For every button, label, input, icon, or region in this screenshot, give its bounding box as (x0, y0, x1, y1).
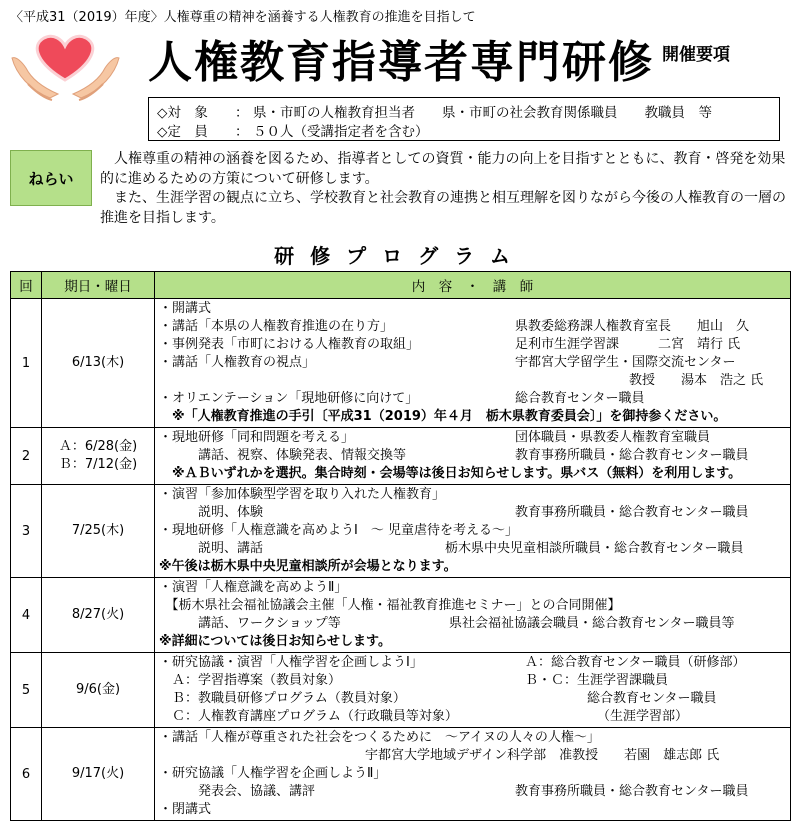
session-date-line: 9/6(金) (75, 682, 121, 697)
session-date (42, 653, 155, 728)
session-date-line: 6/13(木) (71, 355, 125, 370)
capacity-label: ◇定 員 (157, 124, 208, 140)
content-item: ・現地研修「同和問題を考える」 (159, 430, 355, 445)
program-body (11, 299, 791, 821)
content-item: ・研究協議・演習「人権学習を企画しようⅠ」 (159, 655, 423, 670)
aim-paragraph: また、生涯学習の観点に立ち、学校教育と社会教育の連携と相互理解を図りながら今後の人権教育の一層の推進を目指します。 (100, 190, 786, 226)
content-speaker: 県教委総務課人権教育室長 旭山 久 (515, 319, 750, 334)
content-line (159, 300, 786, 318)
content-line (159, 672, 786, 690)
session-date (42, 299, 155, 428)
session-content (155, 578, 791, 653)
content-line (159, 690, 786, 708)
content-item: ・演習「人権意識を高めようⅡ」 (159, 580, 348, 595)
content-line (159, 579, 786, 597)
content-line (159, 486, 786, 504)
content-item: 説明、講話 (159, 541, 264, 556)
content-item: 講話、ワークショップ等 (159, 616, 341, 631)
content-speaker: Ｂ・Ｃ：生涯学習課職員 (525, 673, 669, 688)
content-item (159, 747, 365, 765)
page-title: 人権教育指導者専門研修 (148, 37, 654, 88)
content-line (159, 429, 786, 447)
header-num: 回 (11, 272, 42, 299)
content-line (159, 747, 786, 765)
content-item: ・講話「人権が尊重された社会をつくるために ～アイヌの人々の人権～」 (159, 730, 600, 745)
content-line (159, 522, 786, 540)
content-speaker: 宇都宮大学地域デザイン科学部 准教授 若園 雄志郎 氏 (365, 748, 720, 763)
session-number: 2 (11, 428, 42, 485)
header-date: 期日・曜日 (42, 272, 155, 299)
table-row (11, 299, 791, 428)
session-number: 3 (11, 485, 42, 578)
target-colon: ： (235, 105, 249, 121)
content-item: ※詳細については後日お知らせします。 (159, 634, 391, 649)
content-line (159, 372, 786, 390)
content-item (159, 372, 629, 390)
content-item: ・事例発表「市町における人権教育の取組」 (159, 337, 420, 352)
session-content (155, 428, 791, 485)
content-item: 【栃木県社会福祉協議会主催「人権・福祉教育推進セミナー」との合同開催】 (159, 598, 621, 613)
content-item: ・講話「本県の人権教育推進の在り方」 (159, 319, 394, 334)
content-line (159, 633, 786, 651)
content-speaker: 足利市生涯学習課 二宮 靖行 氏 (515, 337, 741, 352)
content-line (159, 336, 786, 354)
session-date (42, 485, 155, 578)
content-speaker: 教育事務所職員・総合教育センター職員 (515, 505, 749, 520)
table-header-row (11, 272, 791, 299)
subtitle: 〈平成31（2019）年度〉人権尊重の精神を涵養する人権教育の推進を目指して (10, 10, 476, 25)
aim-paragraph: 人権尊重の精神の涵養を図るため、指導者としての資質・能力の向上を目指すとともに、教育・啓発を効果的に進めるための方策について研修します。 (100, 151, 786, 187)
content-item: ・研究協議「人権学習を企画しようⅡ」 (159, 766, 387, 781)
content-speaker: 教授 湯本 浩之 氏 (629, 373, 764, 388)
content-item: Ｃ：人権教育講座プログラム（行政職員等対象） (159, 709, 458, 724)
content-line (159, 765, 786, 783)
content-line (159, 465, 786, 483)
content-item: ・現地研修「人権意識を高めようⅠ ～ 児童虐待を考える～」 (159, 523, 518, 538)
content-item: Ｂ：教職員研修プログラム（教員対象） (159, 691, 406, 706)
content-line (159, 447, 786, 465)
content-speaker: （生涯学習部） (597, 709, 689, 724)
content-line (159, 654, 786, 672)
content-speaker: Ａ：総合教育センター職員（研修部） (525, 655, 746, 670)
session-number: 5 (11, 653, 42, 728)
content-speaker: 県社会福祉協議会職員・総合教育センター職員等 (449, 616, 735, 631)
content-item: ・開講式 (159, 301, 212, 316)
session-date (42, 428, 155, 485)
content-line (159, 390, 786, 408)
session-date-line: Ｂ：7/12(金) (58, 457, 138, 472)
session-date-line: Ａ：6/28(金) (58, 439, 138, 454)
capacity-value: ５０人（受講指定者を含む） (253, 124, 429, 140)
content-item: ※「人権教育推進の手引〔平成31（2019）年４月 栃木県教育委員会〕」を御持参ください。 (159, 409, 727, 424)
target-box (148, 97, 780, 141)
table-row (11, 428, 791, 485)
content-item: 講話、視察、体験発表、情報交換等 (159, 448, 407, 463)
program-table (10, 271, 791, 821)
session-number: 4 (11, 578, 42, 653)
session-date-line: 7/25(木) (71, 523, 125, 538)
content-line (159, 354, 786, 372)
content-item: Ａ：学習指導案（教員対象） (159, 673, 342, 688)
content-line (159, 597, 786, 615)
heart-hands-icon (8, 28, 123, 106)
content-line (159, 318, 786, 336)
session-date (42, 578, 155, 653)
session-content (155, 728, 791, 821)
table-row (11, 653, 791, 728)
content-speaker: 団体職員・県教委人権教育室職員 (515, 430, 711, 445)
table-row (11, 485, 791, 578)
content-line (159, 615, 786, 633)
aim-label: ねらい (10, 150, 92, 206)
session-content (155, 299, 791, 428)
content-line (159, 783, 786, 801)
content-speaker: 宇都宮大学留学生・国際交流センター (515, 355, 736, 370)
content-line (159, 801, 786, 819)
header-content: 内 容 ・ 講 師 (155, 272, 791, 299)
content-line (159, 729, 786, 747)
capacity-colon: ： (235, 124, 249, 140)
session-number: 1 (11, 299, 42, 428)
session-date-line: 8/27(火) (71, 607, 125, 622)
content-speaker: 教育事務所職員・総合教育センター職員 (515, 448, 749, 463)
target-value: 県・市町の人権教育担当者 県・市町の社会教育関係職員 教職員 等 (253, 105, 712, 121)
content-speaker: 総合教育センター職員 (587, 691, 717, 706)
content-line (159, 504, 786, 522)
content-item: ※午後は栃木県中央児童相談所が会場となります。 (159, 559, 457, 574)
content-line (159, 708, 786, 726)
content-line (159, 540, 786, 558)
session-date (42, 728, 155, 821)
aim-text (100, 150, 790, 228)
session-content (155, 485, 791, 578)
content-item: 説明、体験 (159, 505, 264, 520)
content-item: ・講話「人権教育の視点」 (159, 355, 316, 370)
session-content (155, 653, 791, 728)
table-row (11, 578, 791, 653)
target-label: ◇対 象 (157, 105, 208, 121)
document-type: 開催要項 (662, 45, 730, 65)
session-date-line: 9/17(火) (71, 766, 125, 781)
content-line (159, 558, 786, 576)
content-item: ・オリエンテーション「現地研修に向けて」 (159, 391, 419, 406)
table-row (11, 728, 791, 821)
content-item: ※ＡＢいずれかを選択。集合時刻・会場等は後日お知らせします。県バス（無料）を利用します。 (159, 466, 742, 481)
content-speaker: 栃木県中央児童相談所職員・総合教育センター職員 (445, 541, 744, 556)
content-item: ・閉講式 (159, 802, 212, 817)
program-title: 研修プログラム (274, 244, 526, 268)
content-speaker: 総合教育センター職員 (515, 391, 645, 406)
content-item: 発表会、協議、講評 (159, 784, 316, 799)
session-number: 6 (11, 728, 42, 821)
content-speaker: 教育事務所職員・総合教育センター職員 (515, 784, 749, 799)
content-line (159, 408, 786, 426)
content-item: ・演習「参加体験型学習を取り入れた人権教育」 (159, 487, 446, 502)
